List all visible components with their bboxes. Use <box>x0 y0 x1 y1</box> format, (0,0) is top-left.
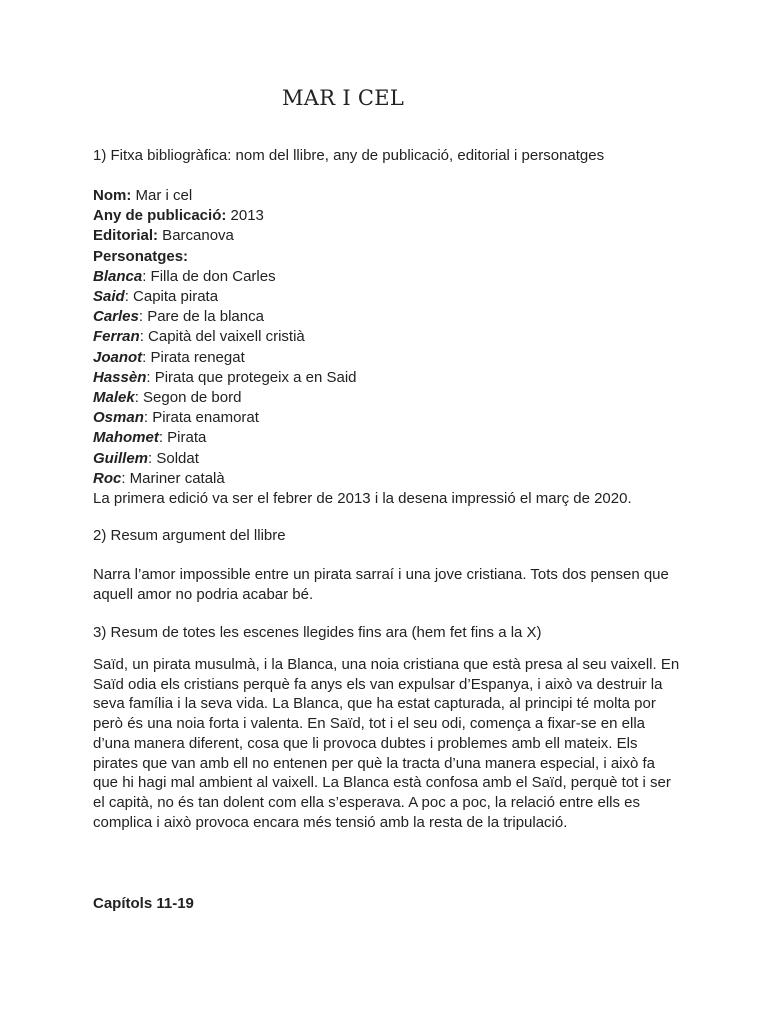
plot-summary: Narra l’amor impossible entre un pirata sarraí i una jove cristiana. Tots dos pensen que aquell amor no podria acabar bé. <box>93 566 669 603</box>
character-name: Guillem <box>93 449 149 467</box>
field-label: Editorial: <box>93 227 159 245</box>
field-year <box>93 206 683 226</box>
field-value: Mar i cel <box>131 187 193 204</box>
question-3: 3) Resum de totes les escenes llegides fins ara (hem fet fins a la X) <box>93 624 542 641</box>
character-item <box>93 287 683 307</box>
character-name: Roc <box>93 469 122 487</box>
character-desc: : Capità del vaixell cristià <box>139 328 305 346</box>
character-desc: : Pirata <box>158 429 207 447</box>
character-desc: : Segon de bord <box>134 389 242 407</box>
field-publisher <box>93 226 683 246</box>
character-item <box>93 348 683 368</box>
character-item <box>93 327 683 347</box>
character-name: Said <box>93 288 125 306</box>
character-desc: : Soldat <box>148 449 199 467</box>
field-label: Any de publicació: <box>93 207 227 225</box>
character-desc: : Mariner català <box>121 469 225 487</box>
character-desc: : Pirata renegat <box>142 348 245 366</box>
character-item <box>93 267 683 287</box>
field-label: Nom: <box>93 187 132 204</box>
character-name: Ferran <box>93 328 140 346</box>
character-name: Mahomet <box>93 429 159 447</box>
page-title: MAR I CEL <box>282 86 405 110</box>
character-name: Malek <box>93 389 135 407</box>
character-name: Hassèn <box>93 368 147 386</box>
character-desc: : Pirata enamorat <box>143 409 259 427</box>
character-name: Joanot <box>93 348 143 366</box>
field-label: Personatges: <box>93 247 189 265</box>
character-item <box>93 368 683 388</box>
field-title <box>93 186 683 206</box>
field-value: Barcanova <box>158 227 234 245</box>
character-desc: : Capita pirata <box>124 288 219 306</box>
field-characters <box>93 247 683 267</box>
bibliographic-details <box>93 186 683 509</box>
question-2: 2) Resum argument del llibre <box>93 527 286 544</box>
character-desc: : Filla de don Carles <box>142 267 276 285</box>
character-item <box>93 449 683 469</box>
character-name: Carles <box>93 308 139 326</box>
character-name: Blanca <box>93 267 143 285</box>
character-item <box>93 307 683 327</box>
field-value: 2013 <box>226 207 264 225</box>
question-1: 1) Fitxa bibliogràfica: nom del llibre, any de publicació, editorial i personatges <box>93 147 605 164</box>
character-item <box>93 428 683 448</box>
character-item <box>93 469 683 489</box>
chapters-heading: Capítols 11-19 <box>93 895 194 912</box>
scenes-summary: Saïd, un pirata musulmà, i la Blanca, una noia cristiana que està presa al seu vaixell. En Saïd odia els cristians perquè fa anys els van expulsar d’Espanya, i això va destruir la seva família i la seva vida. La Blanca, que ha estat capturada, al principi té molta por però és una noia forta i valenta. En Saïd, tot i el seu odi, comença a fixar-se en ella d’una manera diferent, cosa que li provoca dubtes i problemes amb ell mateix. Els pirates que van amb ell no entenen per què la tracta d’una manera especial, i això fa que hi hagi mal ambient al vaixell. La Blanca està confosa amb el Saïd, perquè tot i ser el capità, no és tan dolent com ella s’esperava. A poc a poc, la relació entre ells es complica i això provoca encara més tensió amb la resta de la tripulació. <box>93 656 680 831</box>
character-name: Osman <box>93 409 144 427</box>
character-item <box>93 408 683 428</box>
character-desc: : Pirata que protegeix a en Said <box>146 368 357 386</box>
edition-note: La primera edició va ser el febrer de 2013 i la desena impressió el març de 2020. <box>93 490 632 508</box>
character-desc: : Pare de la blanca <box>138 308 264 326</box>
character-item <box>93 388 683 408</box>
